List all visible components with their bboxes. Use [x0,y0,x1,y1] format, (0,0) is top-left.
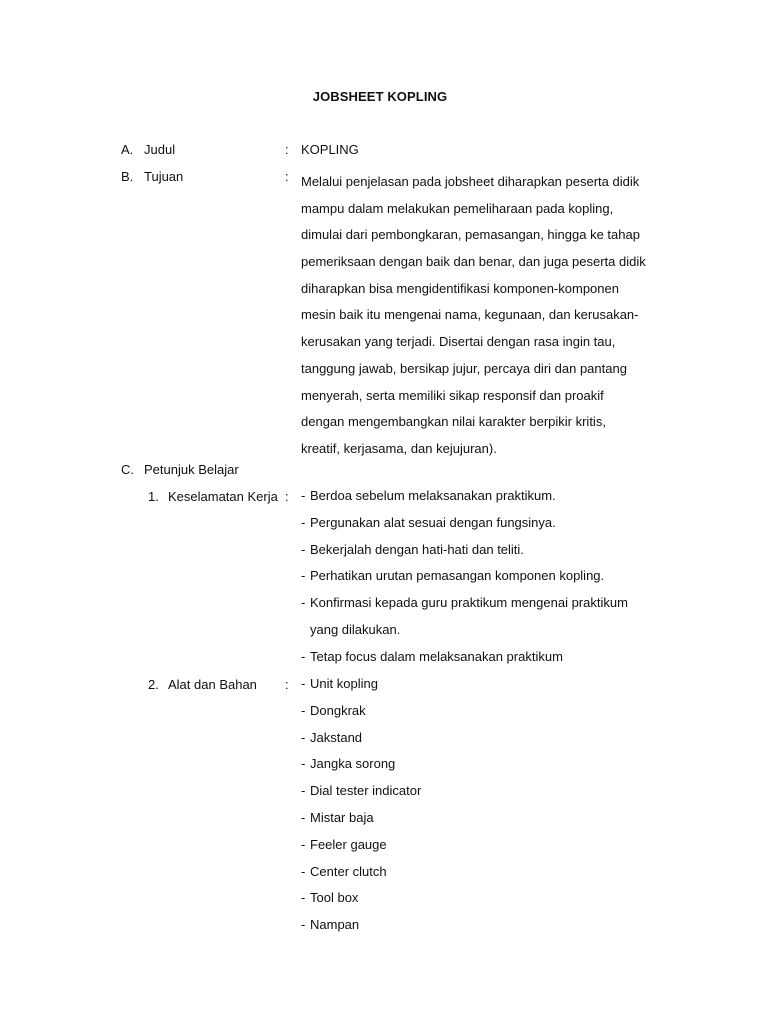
subsection-label: Alat dan Bahan [168,677,257,692]
list-item-text: Pergunakan alat sesuai dengan fungsinya. [310,514,556,530]
list-item-text: yang dilakukan. [310,621,401,637]
dash-bullet: - [301,514,306,530]
colon: : [285,169,289,184]
list-item-text: Unit kopling [310,676,378,691]
section-marker: B. [121,169,134,184]
list-item-text: Nampan [310,917,360,933]
list-item [301,671,421,698]
list-item-text: Center clutch [310,863,387,879]
document-title: JOBSHEET KOPLING [312,89,448,104]
tujuan-paragraph [301,169,661,463]
section-value: KOPLING [301,142,359,157]
dash-bullet: - [301,756,306,772]
list-item [301,859,421,886]
paragraph-line: mampu dalam melakukan pemeliharaan pada kopling, [301,200,614,216]
paragraph-line: Melalui penjelasan pada jobsheet diharapkan peserta didik [301,174,640,189]
subsection-marker: 1. [148,489,159,504]
section-judul [0,142,768,162]
section-marker: C. [121,462,134,477]
dash-bullet: - [301,702,306,718]
list-item-text: Tool box [310,890,359,906]
list-item-text: Jakstand [310,729,363,745]
list-item-continuation [301,617,628,644]
list-item-text: Tetap focus dalam melaksanakan praktikum [310,648,563,664]
list-item [301,725,421,752]
dash-bullet: - [301,595,306,611]
list-item [301,537,628,564]
section-petunjuk-belajar [0,462,768,482]
dash-bullet: - [301,648,306,664]
list-item-text: Berdoa sebelum melaksanakan praktikum. [310,488,556,503]
list-item-text: Dongkrak [310,702,366,718]
dash-bullet: - [301,863,306,879]
keselamatan-kerja-list [301,483,628,671]
list-item [301,483,628,510]
paragraph-line: kerusakan yang terjadi. Disertai dengan rasa ingin tau, [301,334,616,350]
list-item [301,885,421,912]
paragraph-line: menyerah, serta memiliki sikap responsif dan proakif [301,387,604,403]
paragraph-line: mesin baik itu mengenai nama, kegunaan, dan kerusakan- [301,307,639,323]
paragraph-line: pemeriksaan dengan baik dan benar, dan juga peserta didik [301,254,646,270]
dash-bullet: - [301,568,306,584]
list-item-text: Dial tester indicator [310,783,422,799]
dash-bullet: - [301,676,306,691]
dash-bullet: - [301,541,306,557]
list-item [301,805,421,832]
list-item [301,698,421,725]
list-item [301,510,628,537]
list-item-text: Perhatikan urutan pemasangan komponen kopling. [310,568,605,584]
section-label: Judul [144,142,176,157]
list-item [301,778,421,805]
section-label: Tujuan [144,169,184,184]
list-item [301,832,421,859]
dash-bullet: - [301,783,306,799]
subsection-marker: 2. [148,677,159,692]
list-item [301,751,421,778]
dash-bullet: - [301,729,306,745]
dash-bullet: - [301,836,306,852]
list-item [301,912,421,939]
dash-bullet: - [301,917,306,933]
list-item-text: Mistar baja [310,809,374,825]
paragraph-line: tanggung jawab, bersikap jujur, percaya diri dan pantang [301,360,627,376]
dash-bullet: - [301,809,306,825]
section-label: Petunjuk Belajar [144,462,239,477]
dash-bullet: - [301,890,306,906]
list-item-text: Feeler gauge [310,836,387,852]
paragraph-line: dengan mengembangkan nilai karakter berpikir kritis, [301,414,606,430]
list-item [301,590,628,617]
alat-dan-bahan-list [301,671,421,939]
paragraph-line: diharapkan bisa mengidentifikasi komponen-komponen [301,280,619,296]
section-marker: A. [121,142,134,157]
list-item [301,644,628,671]
dash-bullet: - [301,488,306,503]
list-item-text: Bekerjalah dengan hati-hati dan teliti. [310,541,524,557]
paragraph-line: kreatif, kerjasama, dan kejujuran). [301,440,497,456]
colon: : [285,489,289,504]
list-item-text: Konfirmasi kepada guru praktikum mengenai praktikum [310,595,628,611]
subsection-label: Keselamatan Kerja [168,489,278,504]
paragraph-line: dimulai dari pembongkaran, pemasangan, hingga ke tahap [301,227,640,243]
list-item [301,563,628,590]
list-item-text: Jangka sorong [310,756,396,772]
colon: : [285,142,289,157]
colon: : [285,677,289,692]
